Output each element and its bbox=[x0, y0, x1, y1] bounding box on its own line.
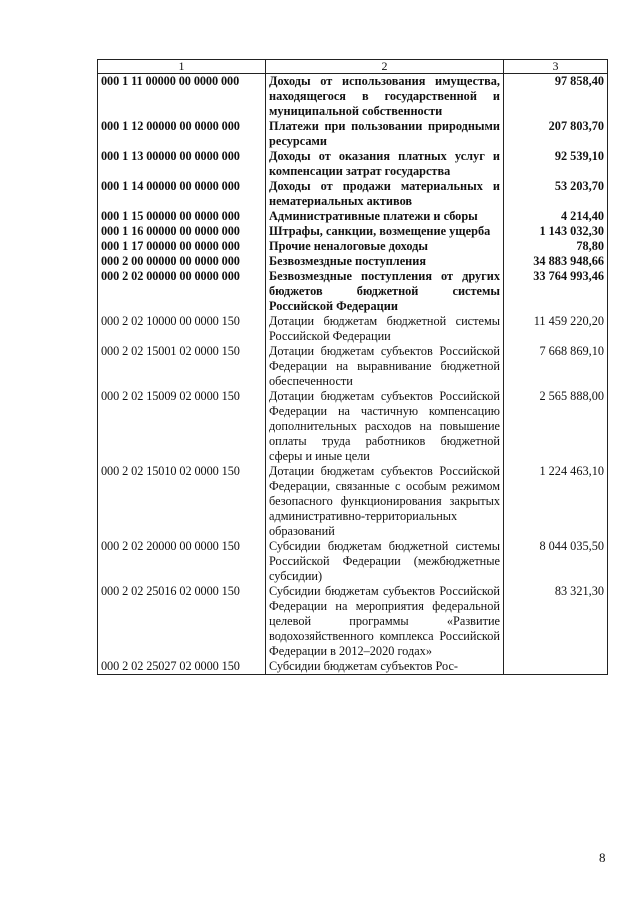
budget-code-cell: 000 2 02 15010 02 0000 150 bbox=[98, 464, 266, 539]
column-header-2: 2 bbox=[266, 60, 504, 74]
budget-code-cell: 000 1 14 00000 00 0000 000 bbox=[98, 179, 266, 209]
table-row bbox=[98, 314, 608, 344]
budget-code-cell: 000 2 02 10000 00 0000 150 bbox=[98, 314, 266, 344]
table-row bbox=[98, 179, 608, 209]
revenue-table bbox=[97, 59, 608, 675]
budget-code-cell: 000 1 11 00000 00 0000 000 bbox=[98, 74, 266, 120]
table-row bbox=[98, 224, 608, 239]
table-row bbox=[98, 389, 608, 464]
table-row bbox=[98, 74, 608, 120]
table-row bbox=[98, 539, 608, 584]
revenue-name-cell: Административные платежи и сборы bbox=[266, 209, 504, 224]
budget-code-cell: 000 2 00 00000 00 0000 000 bbox=[98, 254, 266, 269]
amount-cell: 11 459 220,20 bbox=[504, 314, 608, 344]
column-header-1: 1 bbox=[98, 60, 266, 74]
amount-cell: 53 203,70 bbox=[504, 179, 608, 209]
budget-code-cell: 000 1 17 00000 00 0000 000 bbox=[98, 239, 266, 254]
revenue-name-cell: Субсидии бюджетам субъектов Рос- bbox=[266, 659, 504, 675]
table-row bbox=[98, 584, 608, 659]
table-row bbox=[98, 269, 608, 314]
amount-cell: 7 668 869,10 bbox=[504, 344, 608, 389]
revenue-name-cell: Дотации бюджетам субъектов Российской Федерации на выравнивание бюджетной обеспеченности bbox=[266, 344, 504, 389]
budget-code-cell: 000 1 12 00000 00 0000 000 bbox=[98, 119, 266, 149]
budget-code-cell: 000 1 16 00000 00 0000 000 bbox=[98, 224, 266, 239]
revenue-name-cell: Безвозмездные поступления от других бюджетов бюджетной системы Российской Федерации bbox=[266, 269, 504, 314]
table-row bbox=[98, 209, 608, 224]
budget-code-cell: 000 2 02 00000 00 0000 000 bbox=[98, 269, 266, 314]
revenue-name-cell: Доходы от продажи материальных и нематериальных активов bbox=[266, 179, 504, 209]
revenue-name-cell: Штрафы, санкции, возмещение ущерба bbox=[266, 224, 504, 239]
revenue-name-cell: Доходы от оказания платных услуг и компенсации затрат государства bbox=[266, 149, 504, 179]
amount-cell: 78,80 bbox=[504, 239, 608, 254]
budget-code-cell: 000 1 13 00000 00 0000 000 bbox=[98, 149, 266, 179]
budget-code-cell: 000 2 02 15009 02 0000 150 bbox=[98, 389, 266, 464]
budget-code-cell: 000 2 02 20000 00 0000 150 bbox=[98, 539, 266, 584]
budget-code-cell: 000 2 02 25016 02 0000 150 bbox=[98, 584, 266, 659]
revenue-name-cell: Дотации бюджетам субъектов Российской Федерации, связанные с особым режимом безопасного функционирования закрытых административно-территориальных образований bbox=[266, 464, 504, 539]
amount-cell: 97 858,40 bbox=[504, 74, 608, 120]
table-row bbox=[98, 659, 608, 675]
budget-code-cell: 000 2 02 15001 02 0000 150 bbox=[98, 344, 266, 389]
revenue-name-cell: Субсидии бюджетам субъектов Российской Федерации на мероприятия федеральной целевой программы «Развитие водохозяйственного комплекса Российской Федерации в 2012–2020 годах» bbox=[266, 584, 504, 659]
revenue-name-cell: Безвозмездные поступления bbox=[266, 254, 504, 269]
amount-cell bbox=[504, 659, 608, 675]
table-row bbox=[98, 464, 608, 539]
budget-code-cell: 000 1 15 00000 00 0000 000 bbox=[98, 209, 266, 224]
revenue-name-cell: Доходы от использования имущества, находящегося в государственной и муниципальной собственности bbox=[266, 74, 504, 120]
table-row bbox=[98, 149, 608, 179]
table-header-row bbox=[98, 60, 608, 74]
revenue-name-cell: Платежи при пользовании природными ресурсами bbox=[266, 119, 504, 149]
amount-cell: 92 539,10 bbox=[504, 149, 608, 179]
revenue-name-cell: Дотации бюджетам бюджетной системы Российской Федерации bbox=[266, 314, 504, 344]
revenue-name-cell: Дотации бюджетам субъектов Российской Федерации на частичную компенсацию дополнительных расходов на повышение оплаты труда работников бюджетной сферы и иные цели bbox=[266, 389, 504, 464]
amount-cell: 2 565 888,00 bbox=[504, 389, 608, 464]
amount-cell: 207 803,70 bbox=[504, 119, 608, 149]
table-row bbox=[98, 119, 608, 149]
amount-cell: 1 224 463,10 bbox=[504, 464, 608, 539]
amount-cell: 83 321,30 bbox=[504, 584, 608, 659]
amount-cell: 34 883 948,66 bbox=[504, 254, 608, 269]
column-header-3: 3 bbox=[504, 60, 608, 74]
budget-code-cell: 000 2 02 25027 02 0000 150 bbox=[98, 659, 266, 675]
amount-cell: 8 044 035,50 bbox=[504, 539, 608, 584]
table-body bbox=[98, 74, 608, 675]
revenue-name-cell: Прочие неналоговые доходы bbox=[266, 239, 504, 254]
amount-cell: 33 764 993,46 bbox=[504, 269, 608, 314]
page-number: 8 bbox=[599, 850, 606, 865]
revenue-name-cell: Субсидии бюджетам бюджетной системы Российской Федерации (межбюджетные субсидии) bbox=[266, 539, 504, 584]
amount-cell: 4 214,40 bbox=[504, 209, 608, 224]
table-row bbox=[98, 239, 608, 254]
table-row bbox=[98, 344, 608, 389]
table-row bbox=[98, 254, 608, 269]
amount-cell: 1 143 032,30 bbox=[504, 224, 608, 239]
